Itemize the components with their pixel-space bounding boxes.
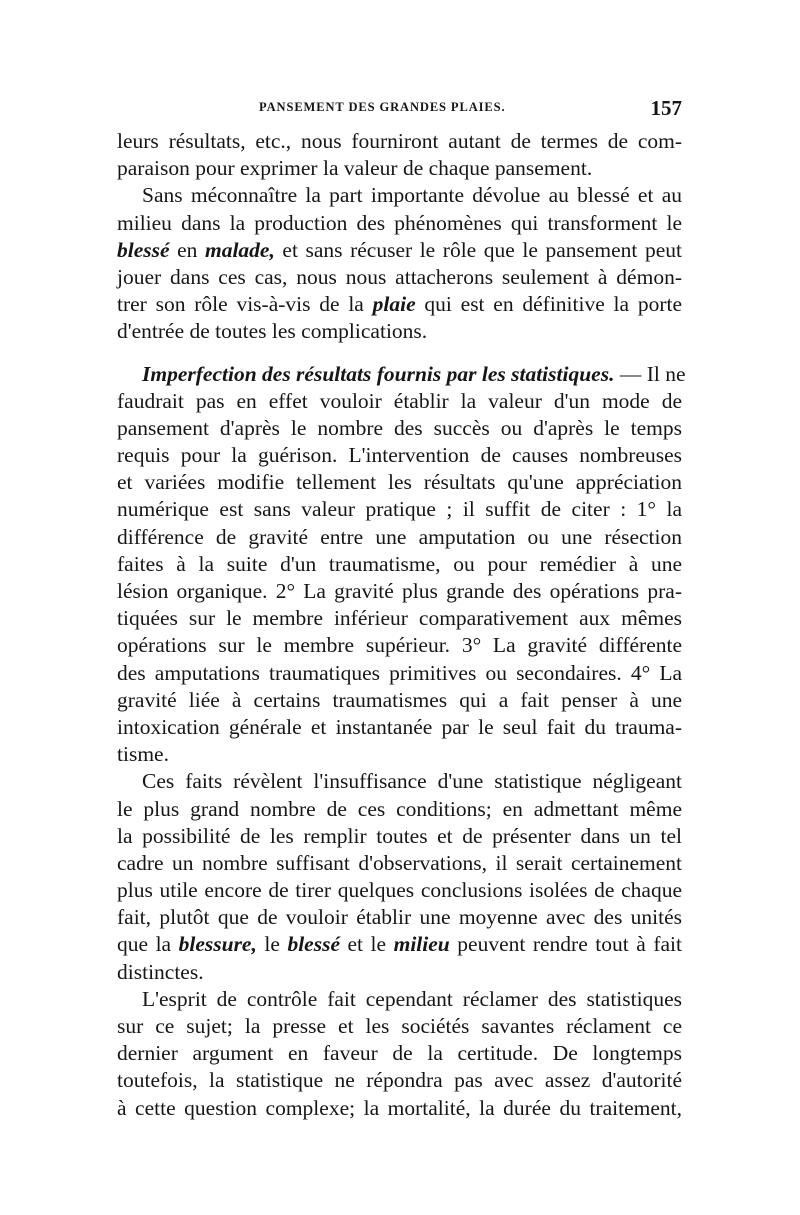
text-line <box>117 931 682 958</box>
text-line: paraison pour exprimer la valeur de chaque pansement. <box>117 156 593 181</box>
running-title: PANSEMENT DES GRANDES PLAIES. <box>259 100 506 114</box>
text-run: le <box>256 932 288 957</box>
text-line: numérique est sans valeur pratique ; il suffit de citer : 1° la <box>117 497 682 522</box>
text-run: qui est en définitive la porte <box>415 292 682 317</box>
text-run: — Il ne <box>614 361 686 386</box>
text-line: dernier argument en faveur de la certitude. De longtemps <box>117 1041 682 1066</box>
paragraph-2 <box>117 182 682 345</box>
italic-term: blessé <box>117 237 170 262</box>
paragraph-5 <box>117 986 682 1122</box>
page-number: 157 <box>650 96 682 120</box>
text-line: d'entrée de toutes les complications. <box>117 319 428 344</box>
text-line: fait, plutôt que de vouloir établir une moyenne avec des unités <box>117 905 682 930</box>
text-line: distinctes. <box>117 959 204 984</box>
text-line: intoxication générale et instantanée par le seul fait du trauma- <box>117 714 682 739</box>
text-line <box>117 237 682 264</box>
text-line: gravité liée à certains traumatismes qui a fait penser à une <box>117 687 682 712</box>
paragraph-3 <box>117 361 686 769</box>
text-line: plus utile encore de tirer quelques conclusions isolées de chaque <box>117 878 682 903</box>
paragraph-1 <box>117 128 682 182</box>
text-line: opérations sur le membre supérieur. 3° La gravité différente <box>117 633 682 658</box>
text-line: requis pour la guérison. L'intervention de causes nombreuses <box>117 443 682 468</box>
page-body <box>117 128 686 1122</box>
text-line: tisme. <box>117 742 169 767</box>
text-run: trer son rôle vis-à-vis de la <box>117 292 373 317</box>
italic-term: milieu <box>393 932 450 957</box>
text-line: Sans méconnaître la part importante dévolue au blessé et au <box>142 183 682 208</box>
text-line: le plus grand nombre de ces conditions; en admettant même <box>117 796 682 821</box>
italic-term: malade, <box>204 237 275 262</box>
text-line: lésion organique. 2° La gravité plus grande des opérations pra- <box>117 579 682 603</box>
text-line <box>117 361 686 388</box>
text-line: faudrait pas en effet vouloir établir la valeur d'un mode de <box>117 388 682 413</box>
text-run: et le <box>339 932 394 957</box>
text-line: à cette question complexe; la mortalité, la durée du traitement, <box>117 1095 682 1120</box>
paragraph-4 <box>117 768 682 986</box>
section-heading: Imperfection des résultats fournis par les statistiques. <box>142 361 615 386</box>
text-line: la possibilité de les remplir toutes et de présenter dans un tel <box>117 823 682 848</box>
italic-term: blessure, <box>178 932 257 957</box>
text-line: pansement d'après le nombre des succès ou d'après le temps <box>117 415 682 440</box>
text-line: cadre un nombre suffisant d'observations, il serait certainement <box>117 850 682 875</box>
italic-term: plaie <box>372 292 416 317</box>
page-header <box>117 96 682 120</box>
text-line <box>117 291 682 318</box>
text-run: peuvent rendre tout à fait <box>449 932 682 957</box>
text-line: leurs résultats, etc., nous fourniront autant de termes de com- <box>117 129 682 153</box>
text-line: jouer dans ces cas, nous nous attacherons seulement à démon- <box>117 264 682 289</box>
text-line: faites à la suite d'un traumatisme, ou pour remédier à une <box>117 551 682 576</box>
text-line: différence de gravité entre une amputation ou une résection <box>117 524 682 549</box>
italic-term: blessé <box>287 932 340 957</box>
text-run: en <box>169 237 205 262</box>
text-line: tiquées sur le membre inférieur comparativement aux mêmes <box>117 606 682 631</box>
text-line: des amputations traumatiques primitives ou secondaires. 4° La <box>117 660 682 685</box>
text-run: que la <box>117 932 179 957</box>
text-line: et variées modifie tellement les résultats qu'une appréciation <box>117 470 682 495</box>
text-line: L'esprit de contrôle fait cependant réclamer des statistiques <box>142 986 682 1011</box>
text-line: toutefois, la statistique ne répondra pas avec assez d'autorité <box>117 1068 682 1093</box>
text-line: milieu dans la production des phénomènes qui transforment le <box>117 210 682 235</box>
text-line: sur ce sujet; la presse et les sociétés savantes réclament ce <box>117 1014 682 1038</box>
text-line: Ces faits révèlent l'insuffisance d'une statistique négligeant <box>142 769 682 794</box>
text-run: et sans récuser le rôle que le pansement peut <box>274 237 682 262</box>
